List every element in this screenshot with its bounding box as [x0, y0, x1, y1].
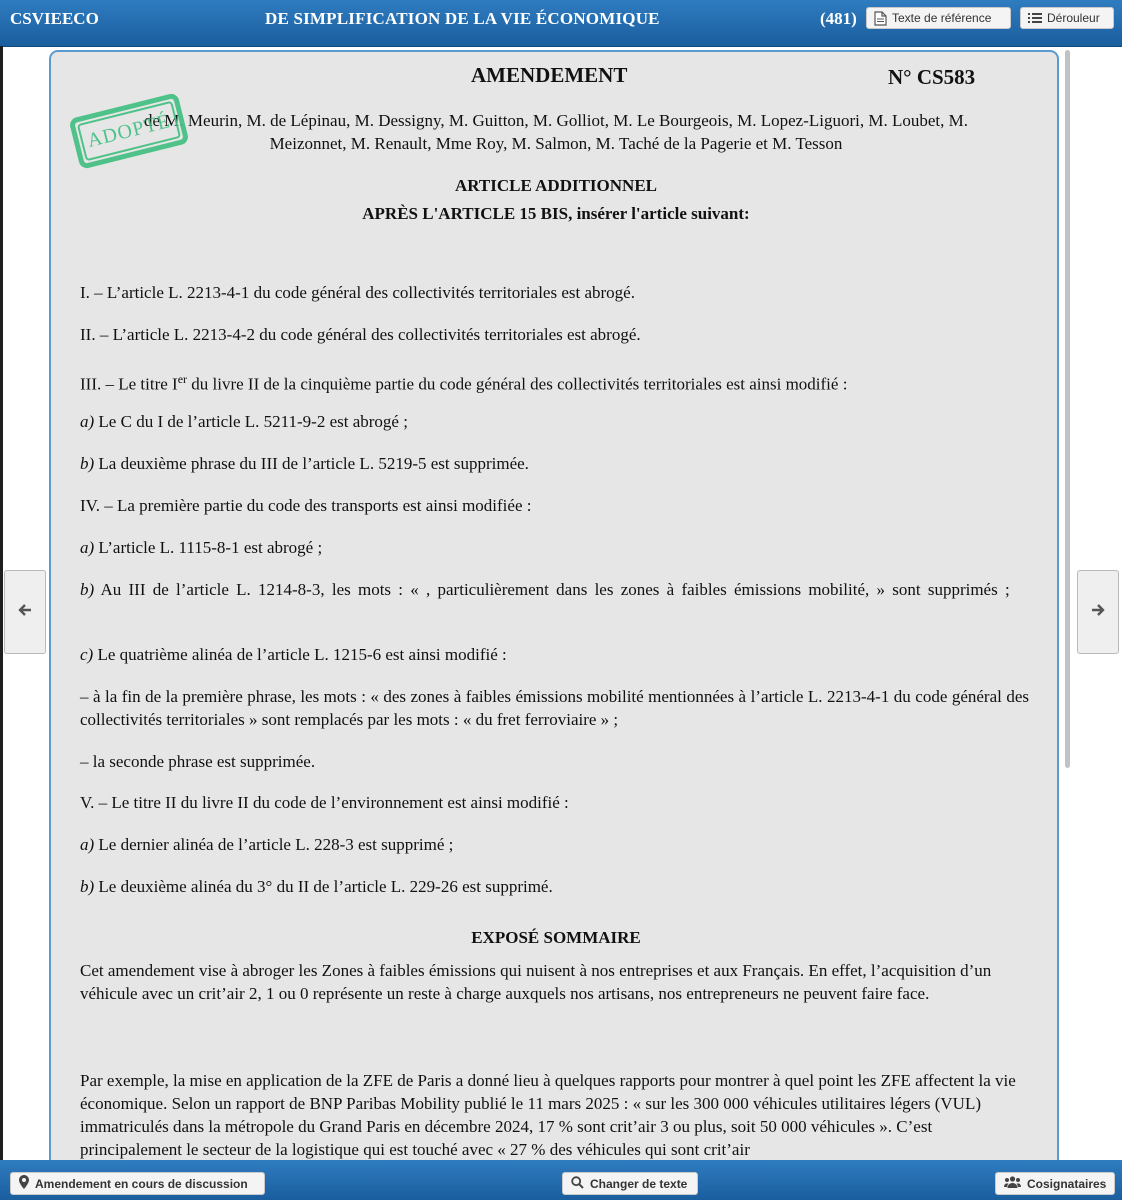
document-icon — [874, 11, 887, 26]
paragraph-i: I. – L’article L. 2213-4-1 du code général des collectivités territoriales est abrogé. — [80, 283, 635, 302]
arrow-right-icon — [1091, 603, 1105, 622]
paragraph-v: V. – Le titre II du livre II du code de l’environnement est ainsi modifié : — [80, 793, 569, 812]
paragraph-iii — [80, 368, 847, 396]
article-subtitle: APRÈS L'ARTICLE 15 BIS, insérer l'article suivant: — [362, 204, 750, 223]
item-label: b) — [80, 454, 95, 473]
expose-title: EXPOSÉ SOMMAIRE — [471, 928, 641, 947]
paragraph-iii-b — [80, 452, 529, 475]
derouleur-label: Dérouleur — [1047, 11, 1100, 25]
amendment-heading: AMENDEMENT — [471, 63, 628, 87]
change-text-label: Changer de texte — [590, 1176, 688, 1191]
commission-code: CSVIEECO — [10, 9, 99, 28]
left-edge — [0, 46, 3, 1160]
change-text-button[interactable] — [562, 1172, 698, 1195]
paragraph-v-a — [80, 833, 453, 856]
cosignataires-button[interactable] — [995, 1172, 1115, 1195]
paragraph-iv-b — [80, 578, 1029, 601]
bill-title: DE SIMPLIFICATION DE LA VIE ÉCONOMIQUE — [265, 9, 660, 28]
reference-text-label: Texte de référence — [892, 11, 992, 25]
paragraph-ii: II. – L’article L. 2213-4-2 du code général des collectivités territoriales est abrogé. — [80, 325, 641, 344]
top-bar — [0, 0, 1122, 47]
search-icon — [571, 1176, 584, 1192]
paragraph-iv-a — [80, 536, 322, 559]
amendment-number: N° CS583 — [888, 65, 976, 89]
item-label: a) — [80, 538, 95, 557]
authors-line-1: de M. Meurin, M. de Lépinau, M. Dessigny, M. Guitton, M. Golliot, M. Le Bourgeois, M. Lopez-Liguori, M. Loubet, M. — [144, 111, 968, 130]
map-pin-icon — [19, 1175, 29, 1192]
bottom-bar — [0, 1160, 1122, 1200]
item-text: Le quatrième alinéa de l’article L. 1215-6 est ainsi modifié : — [93, 645, 507, 664]
derouleur-button[interactable] — [1020, 7, 1114, 29]
scrollbar-thumb[interactable] — [1065, 50, 1070, 768]
arrow-left-icon — [18, 603, 32, 622]
paragraph-iii-start: III. – Le titre I — [80, 374, 178, 394]
item-text: La deuxième phrase du III de l’article L. 5219-5 est supprimée. — [94, 454, 529, 473]
authors-line-2: Meizonnet, M. Renault, Mme Roy, M. Salmon, M. Taché de la Pagerie et M. Tesson — [269, 134, 843, 153]
item-label: a) — [80, 412, 95, 431]
cosignataires-label: Cosignataires — [1027, 1176, 1107, 1191]
item-text: L’article L. 1115-8-1 est abrogé ; — [94, 538, 323, 557]
item-text: Au III de l’article L. 1214-8-3, les mots : « , particulièrement dans les zones à faibles émissions mobilité, » sont supprimés ; — [94, 580, 1010, 599]
paragraph-iii-end: du livre II de la cinquième partie du code général des collectivités territoriales est ainsi modifié : — [187, 374, 848, 394]
adopted-stamp-text: ADOPTÉ — [85, 109, 173, 152]
expose-paragraph-2: Par exemple, la mise en application de la ZFE de Paris a donné lieu à quelques rapports pour montrer à quel point les ZFE affectent la vie économique. Selon un rapport de BNP Paribas Mobility publié le 11 mars 2025 : « sur les 300 000 véhicules utilitaires légers (VUL) immatriculés dans la métropole du Grand Paris en décembre 2024, 17 % sont crit’air 3 ou plus, soit 50 000 véhicules ». C’est principalement le secteur de la logistique qui est touché avec « 27 % des véhicules qui sont crit’air — [80, 1071, 1016, 1159]
amendment-card[interactable] — [49, 50, 1059, 1200]
item-text: Le dernier alinéa de l’article L. 228-3 est supprimé ; — [94, 835, 454, 854]
paragraph-v-b — [80, 875, 553, 898]
paragraph-iv-c-1: – à la fin de la première phrase, les mots : « des zones à faibles émissions mobilité mentionnées à l’article L. 2213-4-1 du code général des collectivités territoriales » sont remplacés par les mots : « du fret ferroviaire » ; — [80, 687, 1029, 729]
list-icon — [1028, 12, 1042, 24]
paragraph-iv: IV. – La première partie du code des transports est ainsi modifiée : — [80, 496, 532, 515]
item-label: a) — [80, 835, 95, 854]
article-title: ARTICLE ADDITIONNEL — [454, 176, 658, 195]
expose-paragraph-1: Cet amendement vise à abroger les Zones à faibles émissions qui nuisent à nos entreprises et aux Français. En effet, l’acquisition d’un véhicule avec un crit’air 2, 1 ou 0 représente un reste à charge auxquels nos artisans, nos entrepreneurs ne peuvent faire face. — [80, 961, 992, 1003]
item-text: Le deuxième alinéa du 3° du II de l’article L. 229-26 est supprimé. — [94, 877, 553, 896]
paragraph-iii-a — [80, 410, 408, 433]
item-text: Le C du I de l’article L. 5211-9-2 est abrogé ; — [94, 412, 408, 431]
current-amendment-label: Amendement en cours de discussion — [35, 1176, 248, 1191]
amendment-count: (481) — [820, 9, 857, 28]
item-label: b) — [80, 580, 95, 599]
item-label: b) — [80, 877, 95, 896]
users-icon — [1004, 1176, 1021, 1191]
next-amendment-button[interactable] — [1077, 570, 1119, 654]
paragraph-iv-c — [80, 643, 507, 666]
reference-text-button[interactable] — [866, 7, 1011, 29]
paragraph-iv-c-2: – la seconde phrase est supprimée. — [80, 752, 316, 771]
previous-amendment-button[interactable] — [4, 570, 46, 654]
current-amendment-button[interactable] — [10, 1172, 265, 1195]
paragraph-iii-sup: er — [177, 372, 188, 386]
item-label: c) — [80, 645, 94, 664]
